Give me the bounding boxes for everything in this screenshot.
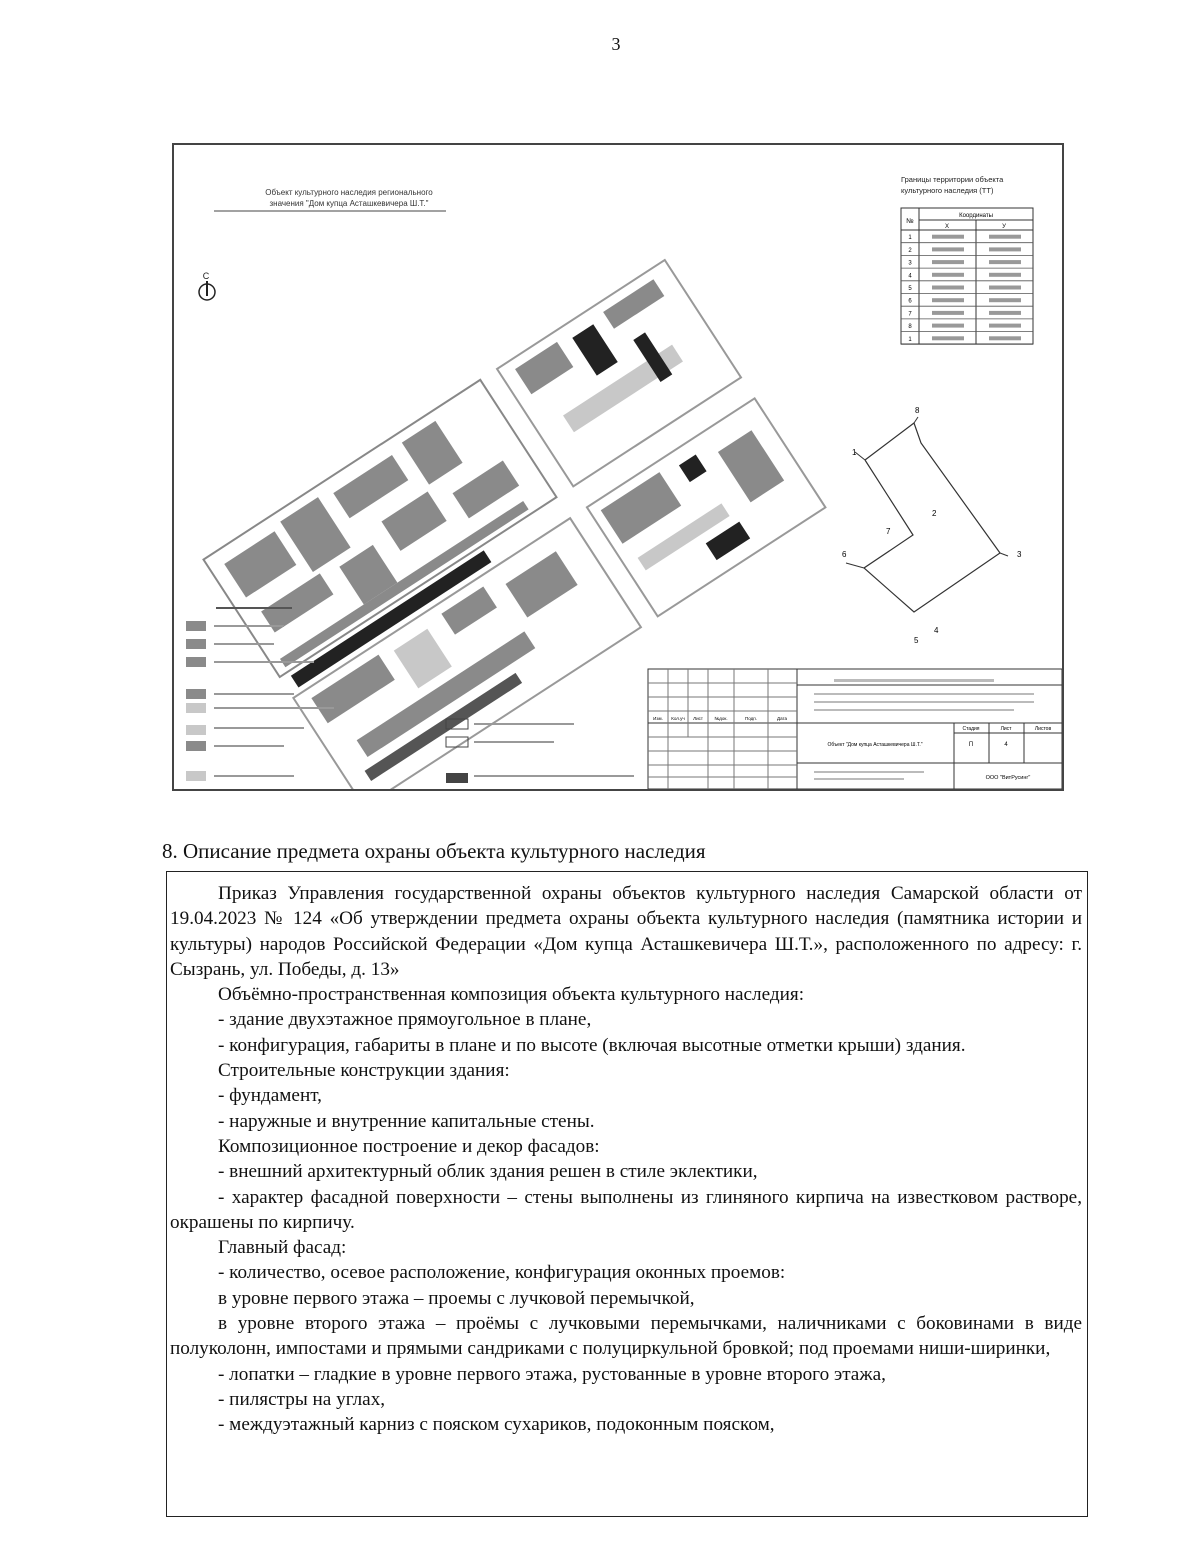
list-item: - пилястры на углах, <box>218 1388 386 1410</box>
list-item: в уровне первого этажа – проемы с лучковой перемычкой, <box>218 1287 695 1309</box>
table-point-number: 1 <box>908 235 912 242</box>
list-item: - междуэтажный карниз с пояском сухариков, подоконным пояском, <box>218 1414 775 1436</box>
table-point-number: 5 <box>908 286 912 292</box>
table-title-1: Границы территории объекта <box>901 175 1004 184</box>
coord-x-redacted <box>932 247 964 251</box>
list-item: - здание двухэтажное прямоугольное в плане, <box>218 1009 592 1031</box>
boundary-point-label: 1 <box>852 448 857 457</box>
coord-x-redacted <box>932 336 964 340</box>
coord-x-redacted <box>932 260 964 264</box>
stamp-organization: ООО "ВитРусинг" <box>985 775 1031 781</box>
stamp-col-label: Дата <box>777 716 787 721</box>
table-point-number: 1 <box>908 336 912 343</box>
boundary-point-label: 4 <box>934 626 939 635</box>
drawing-stamp <box>648 669 1062 789</box>
stamp-row-label: Стадия <box>962 726 980 732</box>
table-point-number: 8 <box>908 324 912 331</box>
coord-x-redacted <box>932 235 964 239</box>
list-item: - фундамент, <box>218 1085 322 1107</box>
boundary-point-label: 8 <box>915 406 920 415</box>
stamp-col-label: Изм. <box>653 716 663 721</box>
map-title-line-1: Объект культурного наследия регионального <box>265 188 433 197</box>
stamp-sheet: 4 <box>1004 742 1008 748</box>
coord-y-redacted <box>989 260 1021 264</box>
stamp-object: Объект "Дом купца Асташкевичера Ш.Т." <box>827 742 923 748</box>
body-paragraph: Композиционное построение и декор фасадов: <box>218 1135 600 1157</box>
list-item: - конфигурация, габариты в плане и по высоте (включая высотные отметки крыши) здания. <box>218 1034 966 1056</box>
stamp-col-label: Кол.уч <box>671 716 685 721</box>
site-plan-drawing <box>174 145 1062 789</box>
site-plan-map <box>172 143 1064 791</box>
body-paragraph: Объёмно-пространственная композиция объекта культурного наследия: <box>218 984 805 1006</box>
table-point-number: 2 <box>908 247 912 254</box>
table-header-coords: Координаты <box>959 213 993 219</box>
stamp-row-label: Лист <box>1000 726 1012 732</box>
page-number: 3 <box>611 34 621 54</box>
boundary-point-label: 2 <box>932 509 937 518</box>
stamp-col-label: Лист <box>693 716 703 721</box>
stamp-col-label: №док. <box>714 716 728 721</box>
table-header-y: У <box>1002 224 1006 230</box>
coord-y-redacted <box>989 336 1021 340</box>
table-header-number: № <box>906 218 914 225</box>
list-item: - количество, осевое расположение, конфигурация оконных проемов: <box>218 1262 786 1284</box>
coord-y-redacted <box>989 286 1021 290</box>
coord-y-redacted <box>989 235 1021 239</box>
body-paragraph: Главный фасад: <box>218 1237 347 1259</box>
stamp-col-label: Подп. <box>745 716 757 721</box>
table-point-number: 6 <box>908 298 912 305</box>
protection-subject-text-box <box>166 871 1088 1517</box>
list-item: в уровне второго этажа – проёмы с лучковыми перемычками, наличниками с боковинами в виде полуколонн, импостами и прямыми сандриками с полуциркульной бровкой; под проемами ниши-ширинки, <box>170 1313 1082 1360</box>
map-title-line-2: значения "Дом купца Асташкевичера Ш.Т." <box>269 199 429 208</box>
coord-y-redacted <box>989 247 1021 251</box>
table-point-number: 3 <box>908 260 912 267</box>
coord-y-redacted <box>989 298 1021 302</box>
table-title-2: культурного наследия (ТТ) <box>901 186 994 195</box>
table-point-number: 4 <box>908 273 912 280</box>
coordinates-table <box>901 175 1033 344</box>
coord-x-redacted <box>932 273 964 277</box>
coord-x-redacted <box>932 324 964 328</box>
coord-y-redacted <box>989 273 1021 277</box>
stamp-row-label: Листов <box>1034 726 1052 732</box>
boundary-point-label: 7 <box>886 527 891 536</box>
list-item: - наружные и внутренние капитальные стены. <box>218 1110 595 1132</box>
list-item: - внешний архитектурный облик здания решен в стиле эклектики, <box>218 1161 758 1183</box>
list-item: - характер фасадной поверхности – стены выполнены из глиняного кирпича на известковом растворе, окрашены по кирпичу. <box>170 1186 1082 1233</box>
coord-x-redacted <box>932 298 964 302</box>
boundary-point-label: 5 <box>914 636 919 645</box>
section-heading: 8. Описание предмета охраны объекта культурного наследия <box>162 839 706 863</box>
boundary-point-label: 3 <box>1017 550 1022 559</box>
table-point-number: 7 <box>908 311 912 318</box>
stamp-stage: П <box>968 742 974 748</box>
order-reference-paragraph: Приказ Управления государственной охраны объектов культурного наследия Самарской области от 19.04.2023 № 124 «Об утверждении предмета охраны объекта культурного наследия (памятника истории и культуры) народов Российской Федерации «Дом купца Асташкевичера Ш.Т.», расположенного по адресу: г. Сызрань, ул. Победы, д. 13» <box>170 883 1082 980</box>
city-blocks <box>203 260 825 789</box>
coord-x-redacted <box>932 311 964 315</box>
boundary-point-label: 6 <box>842 550 847 559</box>
table-header-x: Х <box>944 224 950 230</box>
north-label: С <box>202 271 210 281</box>
coord-y-redacted <box>989 324 1021 328</box>
territory-boundary <box>842 406 1022 645</box>
north-arrow-icon <box>199 271 215 300</box>
coord-y-redacted <box>989 311 1021 315</box>
coord-x-redacted <box>932 286 964 290</box>
list-item: - лопатки – гладкие в уровне первого этажа, рустованные в уровне второго этажа, <box>218 1363 886 1385</box>
body-paragraph: Строительные конструкции здания: <box>218 1060 510 1082</box>
